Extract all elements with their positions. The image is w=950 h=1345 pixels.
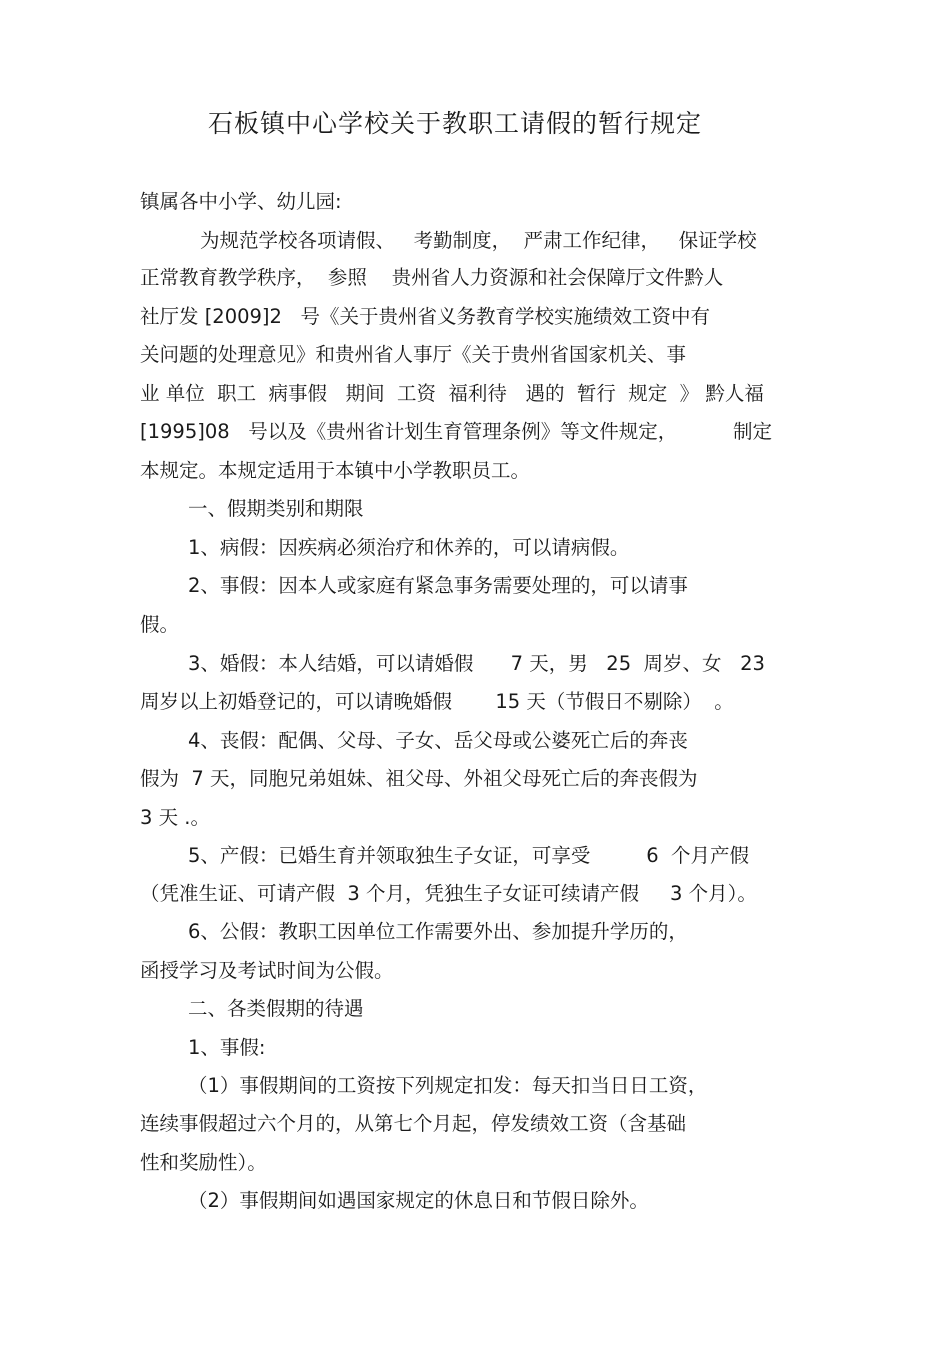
text-line: 正常教育教学秩序， 参照 贵州省人力资源和社会保障厅文件黔人 (140, 266, 724, 289)
text-line: 业 单位 职工 病事假 期间 工资 福利待 遇的 暂行 规定 》 黔人福 (140, 382, 764, 405)
text-line: 性和奖励性）。 (140, 1151, 267, 1174)
text-line: 函授学习及考试时间为公假。 (140, 959, 394, 982)
text-line: 1、病假：因疾病必须治疗和休养的，可以请病假。 (188, 536, 630, 559)
text-line: （凭准生证、可请产假 3 个月，凭独生子女证可续请产假 3 个月）。 (140, 882, 757, 905)
text-line: 6、公假：教职工因单位工作需要外出、参加提升学历的， (188, 920, 688, 943)
text-line: 2、事假：因本人或家庭有紧急事务需要处理的，可以请事 (188, 574, 688, 597)
text-line: 3 天 .。 (140, 806, 211, 829)
text-line: 4、丧假：配偶、父母、子女、岳父母或公婆死亡后的奔丧 (188, 729, 688, 752)
text-line: 3、婚假：本人结婚，可以请婚假 7 天，男 25 周岁、女 23 (188, 652, 765, 675)
text-line: 为规范学校各项请假、 考勤制度， 严肃工作纪律， 保证学校 (200, 229, 757, 252)
text-line: 本规定。本规定适用于本镇中小学教职员工。 (140, 459, 531, 482)
text-line: 镇属各中小学、幼儿园: (140, 190, 342, 213)
text-line: 周岁以上初婚登记的，可以请晚婚假 15 天（节假日不剔除） 。 (140, 690, 734, 713)
text-line: （1）事假期间的工资按下列规定扣发：每天扣当日日工资， (188, 1074, 708, 1097)
text-line: 连续事假超过六个月的，从第七个月起，停发绩效工资（含基础 (140, 1112, 687, 1135)
section-heading: 一、假期类别和期限 (188, 497, 364, 520)
text-line: 假为 7 天，同胞兄弟姐妹、祖父母、外祖父母死亡后的奔丧假为 (140, 767, 698, 790)
text-line: [1995]08 号以及《贵州省计划生育管理条例》等文件规定， 制定 (140, 420, 773, 443)
text-line: （2）事假期间如遇国家规定的休息日和节假日除外。 (188, 1189, 649, 1212)
text-line: 关问题的处理意见》和贵州省人事厅《关于贵州省国家机关、事 (140, 343, 687, 366)
text-line: 1、事假: (188, 1036, 266, 1059)
section-heading: 二、各类假期的待遇 (188, 997, 364, 1020)
text-line: 假。 (140, 613, 180, 636)
document-title: 石板镇中心学校关于教职工请假的暂行规定 (207, 109, 702, 138)
text-line: 社厅发 [2009]2 号《关于贵州省义务教育学校实施绩效工资中有 (140, 305, 711, 328)
text-line: 5、产假：已婚生育并领取独生子女证，可享受 6 个月产假 (188, 844, 749, 867)
